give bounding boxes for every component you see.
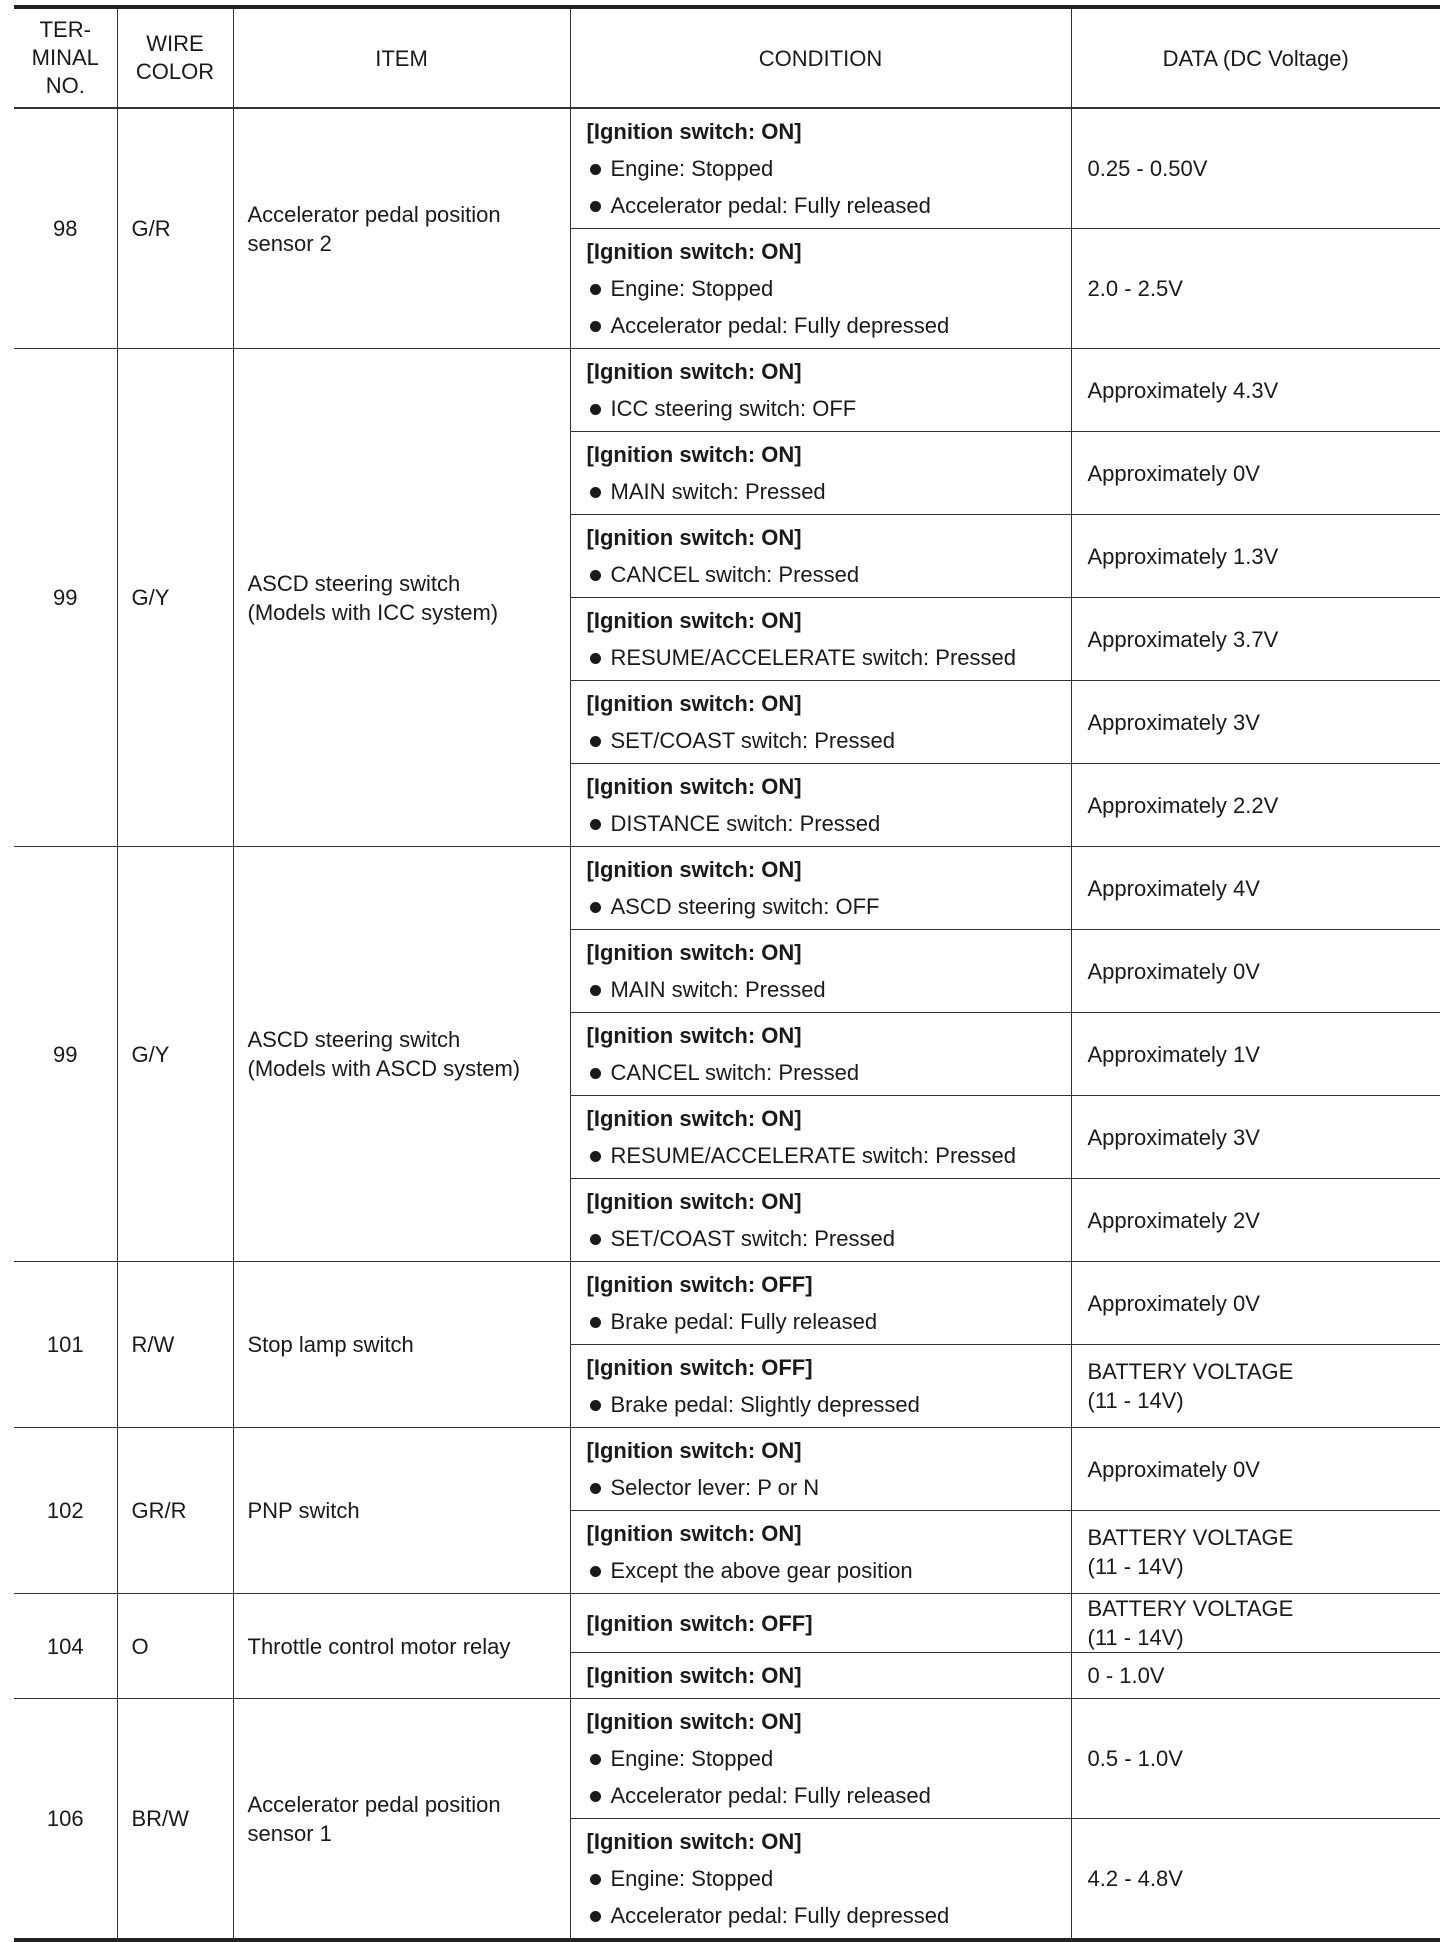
condition-heading: [Ignition switch: ON] xyxy=(586,940,802,965)
terminal-no-cell: 99 xyxy=(14,847,117,1262)
condition-bullet-text: Engine: Stopped xyxy=(610,1866,774,1891)
condition-heading: [Ignition switch: ON] xyxy=(586,1521,802,1546)
condition-bullet-text: DISTANCE switch: Pressed xyxy=(610,811,881,836)
condition-cell xyxy=(570,1699,1071,1819)
condition-bullet-item xyxy=(587,639,1071,676)
condition-cell xyxy=(570,1511,1071,1594)
terminal-no-cell: 104 xyxy=(14,1594,117,1699)
data-voltage-cell: Approximately 3V xyxy=(1071,681,1440,764)
condition-bullet-text: Accelerator pedal: Fully released xyxy=(610,193,931,218)
condition-bullet-text: Accelerator pedal: Fully released xyxy=(610,1783,931,1808)
item-cell: Accelerator pedal position sensor 1 xyxy=(233,1699,570,1941)
bullet-icon xyxy=(590,164,601,175)
wire-color-cell: BR/W xyxy=(117,1699,233,1941)
condition-bullet-text: SET/COAST switch: Pressed xyxy=(610,728,895,753)
condition-bullet-text: MAIN switch: Pressed xyxy=(610,479,826,504)
condition-cell xyxy=(570,764,1071,847)
bullet-icon xyxy=(590,1068,601,1079)
item-cell: Stop lamp switch xyxy=(233,1262,570,1428)
terminal-no-cell: 102 xyxy=(14,1428,117,1594)
condition-cell xyxy=(570,1428,1071,1511)
terminal-no-cell: 99 xyxy=(14,349,117,847)
data-voltage-cell: Approximately 3V xyxy=(1071,1096,1440,1179)
condition-bullet-text: CANCEL switch: Pressed xyxy=(610,1060,860,1085)
data-voltage-cell: Approximately 0V xyxy=(1071,1428,1440,1511)
condition-bullet-item xyxy=(587,888,1071,925)
condition-heading: [Ignition switch: ON] xyxy=(586,1663,802,1688)
data-voltage-cell: Approximately 4V xyxy=(1071,847,1440,930)
data-voltage-cell: BATTERY VOLTAGE (11 - 14V) xyxy=(1071,1511,1440,1594)
condition-bullet-text: ASCD steering switch: OFF xyxy=(610,894,880,919)
condition-cell xyxy=(570,681,1071,764)
table-row xyxy=(14,1262,1440,1345)
header-terminal-no: TER- MINAL NO. xyxy=(14,7,117,108)
terminal-no-cell: 101 xyxy=(14,1262,117,1428)
header-wire-color: WIRE COLOR xyxy=(117,7,233,108)
condition-heading: [Ignition switch: ON] xyxy=(586,1189,802,1214)
bullet-icon xyxy=(590,985,601,996)
condition-bullet-text: Brake pedal: Fully released xyxy=(610,1309,878,1334)
bullet-icon xyxy=(590,1234,601,1245)
terminal-no-cell: 106 xyxy=(14,1699,117,1941)
item-cell: ASCD steering switch (Models with ASCD system) xyxy=(233,847,570,1262)
condition-cell xyxy=(570,108,1071,229)
condition-bullet-text: Accelerator pedal: Fully depressed xyxy=(610,313,950,338)
wire-color-cell: O xyxy=(117,1594,233,1699)
condition-bullet-item xyxy=(587,556,1071,593)
condition-heading: [Ignition switch: ON] xyxy=(586,239,802,264)
bullet-icon xyxy=(590,819,601,830)
condition-bullet-item xyxy=(587,1469,1071,1506)
condition-cell xyxy=(570,1819,1071,1941)
condition-heading: [Ignition switch: ON] xyxy=(586,691,802,716)
condition-cell xyxy=(570,515,1071,598)
data-voltage-cell: BATTERY VOLTAGE (11 - 14V) xyxy=(1071,1345,1440,1428)
bullet-icon xyxy=(590,1566,601,1577)
condition-cell xyxy=(570,1653,1071,1699)
condition-heading: [Ignition switch: ON] xyxy=(586,442,802,467)
condition-heading: [Ignition switch: ON] xyxy=(586,525,802,550)
condition-bullet-text: Engine: Stopped xyxy=(610,156,774,181)
wire-color-cell: G/R xyxy=(117,108,233,349)
table-row xyxy=(14,1699,1440,1819)
data-voltage-cell: 0.5 - 1.0V xyxy=(1071,1699,1440,1819)
header-condition: CONDITION xyxy=(570,7,1071,108)
condition-bullet-item xyxy=(587,390,1071,427)
condition-bullet-item xyxy=(587,1303,1071,1340)
condition-bullet-item xyxy=(587,1897,1071,1934)
wire-color-cell: GR/R xyxy=(117,1428,233,1594)
condition-bullet-text: Brake pedal: Slightly depressed xyxy=(610,1392,920,1417)
item-cell: Throttle control motor relay xyxy=(233,1594,570,1699)
bullet-icon xyxy=(590,1400,601,1411)
condition-bullet-item xyxy=(587,473,1071,510)
condition-bullet-text: RESUME/ACCELERATE switch: Pressed xyxy=(610,645,1016,670)
condition-heading: [Ignition switch: ON] xyxy=(586,1829,802,1854)
data-voltage-cell: Approximately 1.3V xyxy=(1071,515,1440,598)
data-voltage-cell: BATTERY VOLTAGE (11 - 14V) xyxy=(1071,1594,1440,1653)
bullet-icon xyxy=(590,487,601,498)
bullet-icon xyxy=(590,902,601,913)
condition-cell xyxy=(570,349,1071,432)
data-voltage-cell: Approximately 4.3V xyxy=(1071,349,1440,432)
condition-bullet-item xyxy=(587,1054,1071,1091)
data-voltage-cell: Approximately 3.7V xyxy=(1071,598,1440,681)
table-row xyxy=(14,1428,1440,1511)
bullet-icon xyxy=(590,736,601,747)
condition-heading: [Ignition switch: ON] xyxy=(586,119,802,144)
bullet-icon xyxy=(590,653,601,664)
bullet-icon xyxy=(590,321,601,332)
wire-color-cell: G/Y xyxy=(117,847,233,1262)
bullet-icon xyxy=(590,1874,601,1885)
condition-bullet-item xyxy=(587,1552,1071,1589)
item-cell: ASCD steering switch (Models with ICC system) xyxy=(233,349,570,847)
condition-bullet-item xyxy=(587,270,1071,307)
condition-bullet-item xyxy=(587,1220,1071,1257)
table-row xyxy=(14,1594,1440,1653)
condition-heading: [Ignition switch: ON] xyxy=(586,1106,802,1131)
item-cell: Accelerator pedal position sensor 2 xyxy=(233,108,570,349)
condition-bullet-item xyxy=(587,971,1071,1008)
condition-cell xyxy=(570,432,1071,515)
condition-heading: [Ignition switch: ON] xyxy=(586,774,802,799)
condition-bullet-item xyxy=(587,1386,1071,1423)
condition-bullet-item xyxy=(587,805,1071,842)
condition-cell xyxy=(570,1345,1071,1428)
condition-bullet-text: Selector lever: P or N xyxy=(610,1475,820,1500)
condition-bullet-text: Accelerator pedal: Fully depressed xyxy=(610,1903,950,1928)
condition-heading: [Ignition switch: ON] xyxy=(586,1438,802,1463)
condition-heading: [Ignition switch: OFF] xyxy=(586,1272,813,1297)
condition-bullet-text: Engine: Stopped xyxy=(610,1746,774,1771)
data-voltage-cell: 0 - 1.0V xyxy=(1071,1653,1440,1699)
condition-bullet-text: Except the above gear position xyxy=(610,1558,913,1583)
condition-cell xyxy=(570,229,1071,349)
bullet-icon xyxy=(590,1911,601,1922)
condition-bullet-text: MAIN switch: Pressed xyxy=(610,977,826,1002)
condition-cell xyxy=(570,847,1071,930)
condition-bullet-item xyxy=(587,307,1071,344)
condition-bullet-item xyxy=(587,187,1071,224)
table-row xyxy=(14,847,1440,930)
condition-cell xyxy=(570,598,1071,681)
condition-heading: [Ignition switch: OFF] xyxy=(586,1355,813,1380)
terminal-no-cell: 98 xyxy=(14,108,117,349)
header-row xyxy=(14,7,1440,108)
table-row xyxy=(14,108,1440,229)
header-data: DATA (DC Voltage) xyxy=(1071,7,1440,108)
bullet-icon xyxy=(590,404,601,415)
wire-color-cell: G/Y xyxy=(117,349,233,847)
condition-bullet-text: SET/COAST switch: Pressed xyxy=(610,1226,895,1251)
bullet-icon xyxy=(590,1151,601,1162)
condition-heading: [Ignition switch: ON] xyxy=(586,359,802,384)
condition-bullet-item xyxy=(587,1860,1071,1897)
bullet-icon xyxy=(590,284,601,295)
condition-cell xyxy=(570,1179,1071,1262)
condition-heading: [Ignition switch: ON] xyxy=(586,1023,802,1048)
data-voltage-cell: Approximately 2.2V xyxy=(1071,764,1440,847)
data-voltage-cell: 2.0 - 2.5V xyxy=(1071,229,1440,349)
condition-heading: [Ignition switch: ON] xyxy=(586,857,802,882)
condition-bullet-item xyxy=(587,1777,1071,1814)
condition-heading: [Ignition switch: ON] xyxy=(586,1709,802,1734)
data-voltage-cell: Approximately 1V xyxy=(1071,1013,1440,1096)
bullet-icon xyxy=(590,1791,601,1802)
condition-bullet-item xyxy=(587,1740,1071,1777)
bullet-icon xyxy=(590,570,601,581)
data-voltage-cell: Approximately 2V xyxy=(1071,1179,1440,1262)
data-voltage-cell: 4.2 - 4.8V xyxy=(1071,1819,1440,1941)
condition-bullet-text: ICC steering switch: OFF xyxy=(610,396,857,421)
condition-cell xyxy=(570,1262,1071,1345)
condition-cell xyxy=(570,1096,1071,1179)
condition-cell xyxy=(570,1594,1071,1653)
table-body xyxy=(14,108,1440,1940)
condition-heading: [Ignition switch: OFF] xyxy=(586,1610,813,1636)
condition-bullet-text: CANCEL switch: Pressed xyxy=(610,562,860,587)
bullet-icon xyxy=(590,1317,601,1328)
condition-bullet-text: Engine: Stopped xyxy=(610,276,774,301)
condition-cell xyxy=(570,930,1071,1013)
condition-bullet-item xyxy=(587,722,1071,759)
condition-bullet-item xyxy=(587,1137,1071,1174)
data-voltage-cell: Approximately 0V xyxy=(1071,930,1440,1013)
data-voltage-cell: 0.25 - 0.50V xyxy=(1071,108,1440,229)
condition-bullet-text: RESUME/ACCELERATE switch: Pressed xyxy=(610,1143,1016,1168)
ecm-terminal-table xyxy=(14,5,1440,1942)
item-cell: PNP switch xyxy=(233,1428,570,1594)
bullet-icon xyxy=(590,1754,601,1765)
bullet-icon xyxy=(590,201,601,212)
header-item: ITEM xyxy=(233,7,570,108)
condition-heading: [Ignition switch: ON] xyxy=(586,608,802,633)
condition-cell xyxy=(570,1013,1071,1096)
table-row xyxy=(14,349,1440,432)
data-voltage-cell: Approximately 0V xyxy=(1071,432,1440,515)
data-voltage-cell: Approximately 0V xyxy=(1071,1262,1440,1345)
condition-bullet-item xyxy=(587,150,1071,187)
wire-color-cell: R/W xyxy=(117,1262,233,1428)
bullet-icon xyxy=(590,1483,601,1494)
